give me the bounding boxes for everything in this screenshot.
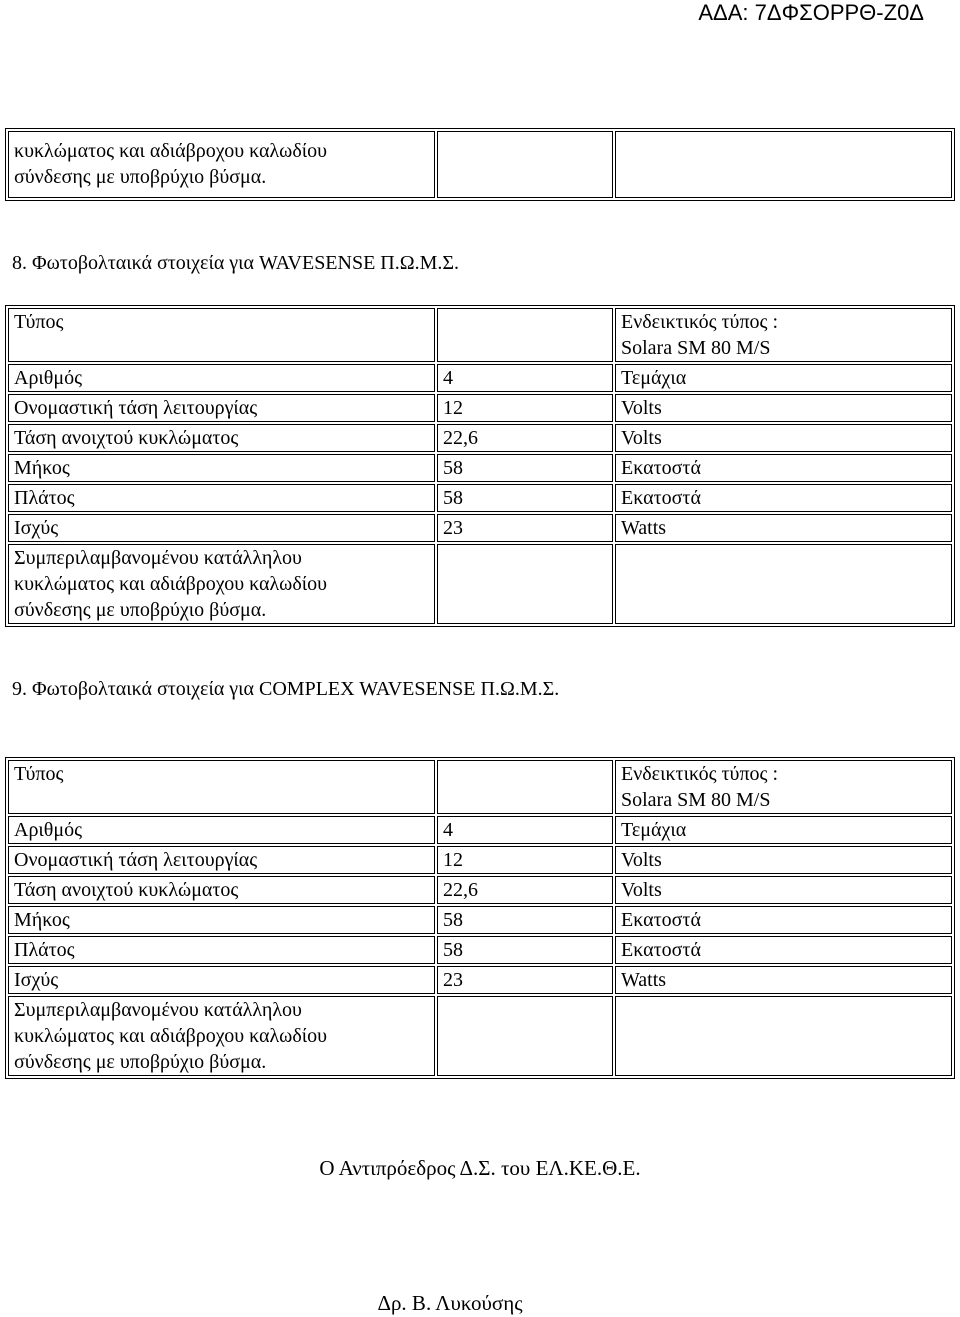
table-row	[8, 308, 952, 362]
row-unit: Τεμάχια	[615, 364, 952, 392]
row-value: 4	[437, 816, 613, 844]
row-value: 12	[437, 394, 613, 422]
row-label	[8, 996, 435, 1076]
row-value	[437, 996, 613, 1076]
row-label: Πλάτος	[8, 936, 435, 964]
row-unit	[615, 131, 952, 198]
label-line: σύνδεσης με υποβρύχιο βύσμα.	[14, 1051, 267, 1073]
row-label: Αριθμός	[8, 364, 435, 392]
row-value: 22,6	[437, 876, 613, 904]
row-label: Τάση ανοιχτού κυκλώματος	[8, 876, 435, 904]
section-9-title: 9. Φωτοβολταικά στοιχεία για COMPLEX WAVESENSE Π.Ω.Μ.Σ.	[12, 678, 560, 700]
table-row	[8, 996, 952, 1076]
row-unit: Volts	[615, 846, 952, 874]
row-label: Τάση ανοιχτού κυκλώματος	[8, 424, 435, 452]
row-unit: Watts	[615, 514, 952, 542]
table-row	[8, 514, 952, 542]
section-8-table	[5, 305, 955, 627]
row-label: Ισχύς	[8, 966, 435, 994]
row-unit: Εκατοστά	[615, 484, 952, 512]
table-row	[8, 966, 952, 994]
row-unit: Volts	[615, 424, 952, 452]
row-label: Ονομαστική τάση λειτουργίας	[8, 394, 435, 422]
section-8-title: 8. Φωτοβολταικά στοιχεία για WAVESENSE Π.Ω.Μ.Σ.	[12, 252, 460, 274]
label-line: κυκλώματος και αδιάβροχου καλωδίου	[14, 573, 328, 595]
row-value: 12	[437, 846, 613, 874]
row-unit: Volts	[615, 876, 952, 904]
table-row	[8, 364, 952, 392]
row-value	[437, 131, 613, 198]
table-row	[8, 846, 952, 874]
row-value: 58	[437, 936, 613, 964]
unit-line: Ενδεικτικός τύπος :	[621, 763, 779, 785]
row-value: 58	[437, 484, 613, 512]
row-unit: Εκατοστά	[615, 454, 952, 482]
unit-line: Solara SM 80 M/S	[621, 789, 771, 811]
row-value: 22,6	[437, 424, 613, 452]
unit-line: Ενδεικτικός τύπος :	[621, 311, 779, 333]
row-label: Μήκος	[8, 906, 435, 934]
row-label: Ισχύς	[8, 514, 435, 542]
row-unit	[615, 760, 952, 814]
row-unit: Εκατοστά	[615, 936, 952, 964]
row-value: 58	[437, 906, 613, 934]
unit-line: Solara SM 80 M/S	[621, 337, 771, 359]
row-label: Τύπος	[8, 308, 435, 362]
row-value: 58	[437, 454, 613, 482]
label-line: Συμπεριλαμβανομένου κατάλληλου	[14, 999, 302, 1021]
row-value	[437, 544, 613, 624]
continuation-table	[5, 128, 955, 201]
row-unit: Τεμάχια	[615, 816, 952, 844]
row-value	[437, 308, 613, 362]
section-9-table	[5, 757, 955, 1079]
row-value: 23	[437, 514, 613, 542]
table-row	[8, 484, 952, 512]
ada-code: ΑΔΑ: 7ΔΦΣΟΡΡΘ-Ζ0Δ	[698, 0, 924, 25]
signatory-title: Ο Αντιπρόεδρος Δ.Σ. του ΕΛ.ΚΕ.Θ.Ε.	[319, 1156, 641, 1180]
table-row	[8, 906, 952, 934]
row-label: Πλάτος	[8, 484, 435, 512]
row-unit: Watts	[615, 966, 952, 994]
row-label	[8, 544, 435, 624]
row-unit	[615, 544, 952, 624]
row-value	[437, 760, 613, 814]
row-label: Αριθμός	[8, 816, 435, 844]
row-unit: Εκατοστά	[615, 906, 952, 934]
table-row	[8, 876, 952, 904]
row-label: Ονομαστική τάση λειτουργίας	[8, 846, 435, 874]
table-row	[8, 424, 952, 452]
row-label	[8, 131, 435, 198]
row-value: 23	[437, 966, 613, 994]
table-row	[8, 936, 952, 964]
label-line: κυκλώματος και αδιάβροχου καλωδίου	[14, 1025, 328, 1047]
row-value: 4	[437, 364, 613, 392]
label-line: σύνδεσης με υποβρύχιο βύσμα.	[14, 166, 267, 188]
label-line: σύνδεσης με υποβρύχιο βύσμα.	[14, 599, 267, 621]
label-line: Συμπεριλαμβανομένου κατάλληλου	[14, 547, 302, 569]
row-label: Μήκος	[8, 454, 435, 482]
table-row	[8, 816, 952, 844]
row-unit	[615, 996, 952, 1076]
signatory-name: Δρ. Β. Λυκούσης	[377, 1291, 523, 1315]
table-row	[8, 131, 952, 198]
row-label: Τύπος	[8, 760, 435, 814]
row-unit	[615, 308, 952, 362]
table-row	[8, 454, 952, 482]
table-row	[8, 760, 952, 814]
label-line: κυκλώματος και αδιάβροχου καλωδίου	[14, 140, 328, 162]
table-row	[8, 544, 952, 624]
table-row	[8, 394, 952, 422]
row-unit: Volts	[615, 394, 952, 422]
